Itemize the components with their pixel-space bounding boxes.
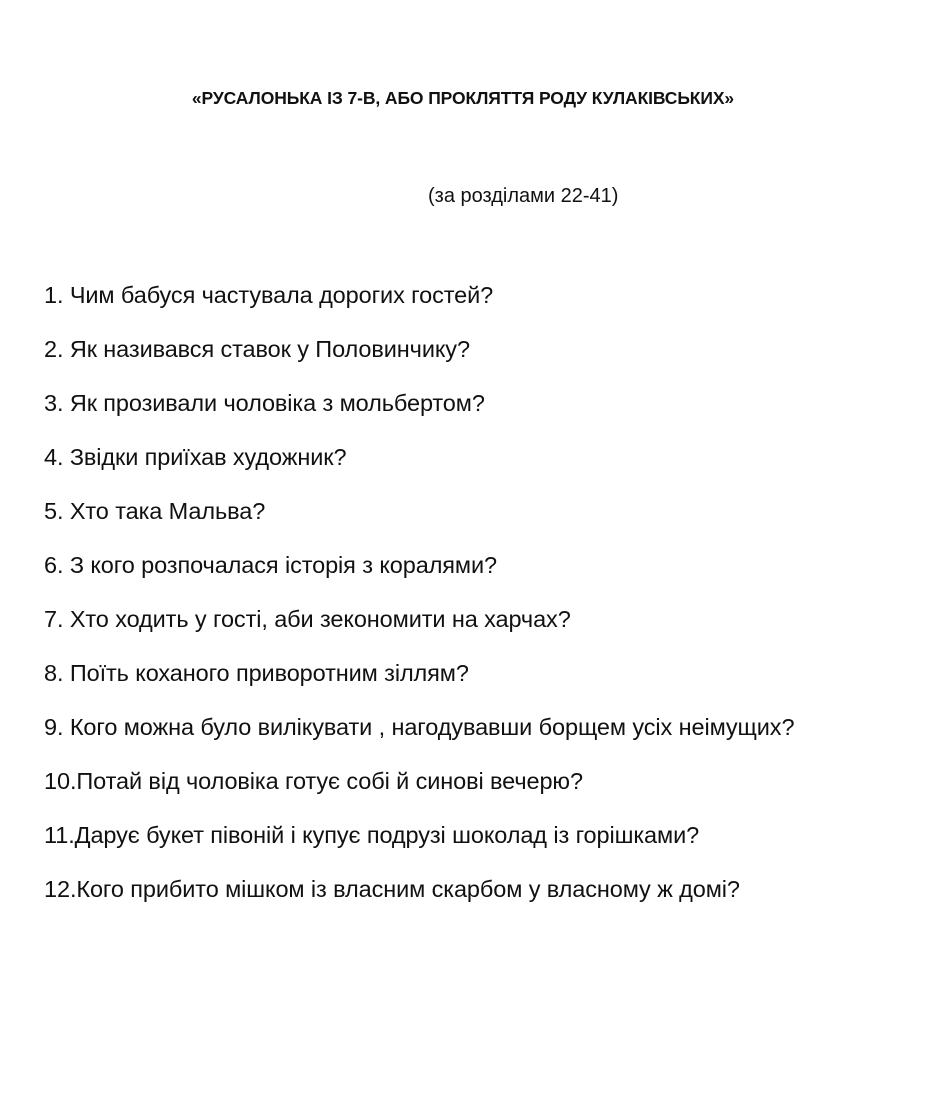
question-list <box>44 279 794 927</box>
question-item: 3. Як прозивали чоловіка з мольбертом? <box>44 390 485 416</box>
question-item: 10.Потай від чоловіка готує собі й синові вечерю? <box>44 768 583 794</box>
document-subtitle: (за розділами 22-41) <box>428 185 619 207</box>
question-item: 5. Хто така Мальва? <box>44 498 266 524</box>
question-item: 2. Як називався ставок у Половинчику? <box>44 336 470 362</box>
question-item: 6. З кого розпочалася історія з коралями? <box>44 552 497 578</box>
question-item: 4. Звідки приїхав художник? <box>44 444 347 470</box>
document-title: «РУСАЛОНЬКА ІЗ 7-В, АБО ПРОКЛЯТТЯ РОДУ КУЛАКІВСЬКИХ» <box>191 88 735 108</box>
question-item: 8. Поїть коханого приворотним зіллям? <box>44 660 469 686</box>
question-item: 7. Хто ходить у гості, аби зекономити на харчах? <box>44 606 571 632</box>
question-item: 1. Чим бабуся частувала дорогих гостей? <box>44 282 494 308</box>
question-item: 9. Кого можна було вилікувати , нагодувавши борщем усіх неімущих? <box>44 714 795 740</box>
question-item: 11.Дарує букет півоній і купує подрузі шоколад із горішками? <box>44 822 700 848</box>
question-item: 12.Кого прибито мішком із власним скарбом у власному ж домі? <box>44 876 740 902</box>
